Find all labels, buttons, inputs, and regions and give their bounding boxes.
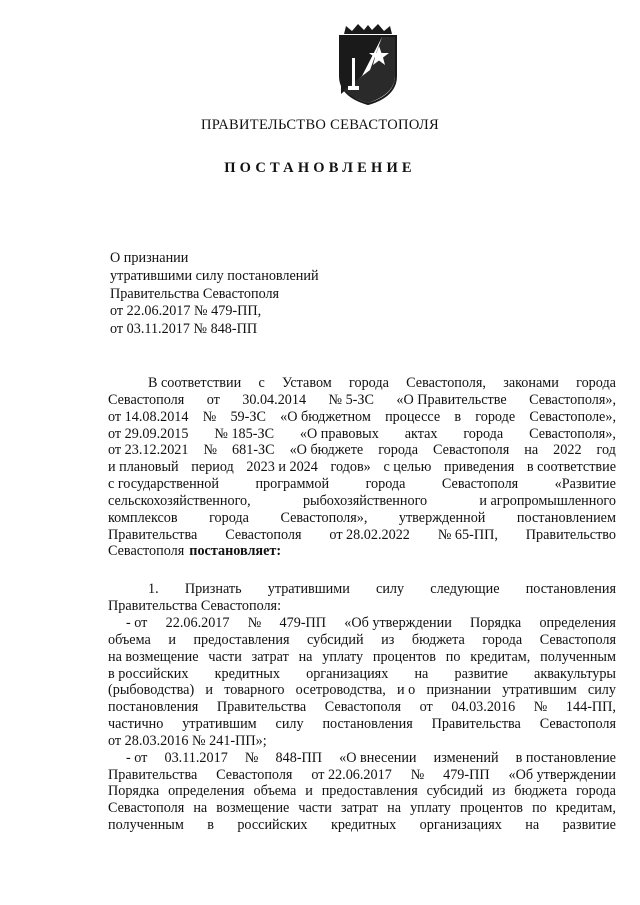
document-body xyxy=(108,375,616,834)
government-name: ПРАВИТЕЛЬСТВО СЕВАСТОПОЛЯ xyxy=(201,117,439,133)
word: год xyxy=(596,442,616,459)
word: кредитам, xyxy=(555,800,616,817)
text-line xyxy=(108,800,616,817)
text-line xyxy=(108,527,616,544)
word: силу xyxy=(275,716,304,733)
text-line xyxy=(108,750,616,767)
word: 144-ПП, xyxy=(565,699,616,716)
word: Правительства xyxy=(216,699,307,716)
word: и о xyxy=(397,682,416,699)
word: Севастополя xyxy=(441,476,519,493)
word: Севастополя xyxy=(108,800,185,817)
preamble-paragraph xyxy=(108,375,616,560)
word: городе xyxy=(475,408,516,425)
word: города xyxy=(365,476,406,493)
word: № xyxy=(203,442,218,459)
word: на xyxy=(193,800,208,817)
word: полученным xyxy=(108,817,184,834)
text-line xyxy=(108,426,616,443)
word: Севастополя xyxy=(433,442,510,459)
text-line-last xyxy=(108,543,616,560)
word: сельскохозяйственного, xyxy=(108,492,251,509)
word: Севастополя xyxy=(539,716,616,733)
word: утратившим xyxy=(502,682,577,699)
text-line xyxy=(108,510,616,527)
word: Севастополя xyxy=(225,526,302,543)
word: определения xyxy=(168,783,245,800)
word: Севастополя xyxy=(324,699,402,716)
word: в постановление xyxy=(515,749,616,766)
text-line xyxy=(108,476,616,493)
word: 22.06.2017 xyxy=(165,614,230,631)
word: города xyxy=(482,631,523,648)
text-line xyxy=(108,392,616,409)
document-type: ПОСТАНОВЛЕНИЕ xyxy=(224,160,416,176)
word: процентов xyxy=(372,648,436,665)
word: изменений xyxy=(433,749,499,766)
word: от 29.09.2015 xyxy=(108,425,189,442)
word: программой xyxy=(255,476,330,493)
word: 30.04.2014 xyxy=(242,391,307,408)
word: силу xyxy=(587,682,616,699)
word: постановления xyxy=(525,581,616,598)
word: от 23.12.2021 xyxy=(108,442,189,459)
word: № xyxy=(202,408,217,425)
word: «Об утверждении xyxy=(344,614,452,631)
word: - от xyxy=(126,749,148,766)
text-line xyxy=(108,615,616,632)
word: затрат xyxy=(340,800,379,817)
word: из xyxy=(492,783,506,800)
word: процессе xyxy=(385,408,441,425)
word: годов» xyxy=(330,459,371,476)
word: Правительства xyxy=(431,716,521,733)
word: утратившим xyxy=(182,716,257,733)
word: части xyxy=(298,800,332,817)
word: по xyxy=(532,800,547,817)
text-line xyxy=(108,459,616,476)
word: затрат xyxy=(251,648,289,665)
word: № 185-ЗС xyxy=(214,425,275,442)
word: в xyxy=(207,817,214,834)
word: кредитных xyxy=(330,817,397,834)
word: Севастополя xyxy=(108,543,185,560)
word: предоставления xyxy=(321,783,418,800)
word: от 28.03.2016 № 241-ПП»; xyxy=(108,732,267,749)
word: кредитных xyxy=(214,665,280,682)
word: и xyxy=(168,631,176,648)
word: с целью xyxy=(383,459,432,476)
word: Севастополя», xyxy=(280,509,368,526)
word: и плановый xyxy=(108,459,179,476)
word: и xyxy=(205,682,213,699)
word: организациях xyxy=(306,665,389,682)
word: «О внесении xyxy=(339,749,417,766)
word: на xyxy=(525,817,540,834)
text-line xyxy=(108,649,616,666)
word: в российских xyxy=(108,665,189,682)
word: объема xyxy=(108,631,151,648)
word: «Развитие xyxy=(554,476,616,493)
item-1-paragraph xyxy=(108,581,616,615)
text-line xyxy=(108,783,616,800)
bold-word: постановляет: xyxy=(189,543,282,560)
word: Севастополя», xyxy=(529,425,616,442)
word: города xyxy=(209,509,249,526)
word: товарного xyxy=(224,682,285,699)
word: объема xyxy=(253,783,297,800)
text-line xyxy=(108,699,616,716)
word: Севастополя, xyxy=(406,375,486,391)
word: предоставления xyxy=(193,631,290,648)
word: утратившими xyxy=(267,581,350,598)
word: полученным xyxy=(540,648,616,665)
title-line: от 22.06.2017 № 479-ПП, xyxy=(110,303,262,320)
word: субсидий xyxy=(307,631,364,648)
word: «О бюджетном xyxy=(280,408,371,425)
word: из xyxy=(381,631,395,648)
word: 59-ЗС xyxy=(230,408,266,425)
text-line xyxy=(108,581,616,598)
word: города xyxy=(349,375,389,391)
word: Правительства xyxy=(108,526,198,543)
word: и агропромышленного xyxy=(479,492,616,509)
word: 2022 xyxy=(553,442,582,459)
word: № xyxy=(247,614,262,631)
text-line xyxy=(108,375,616,392)
word: № xyxy=(410,766,425,783)
word: следующие xyxy=(430,581,500,598)
word: с xyxy=(258,375,265,391)
word: российских xyxy=(237,817,308,834)
word: - от xyxy=(126,614,148,631)
word: Севастополе», xyxy=(529,408,616,425)
word: организациях xyxy=(419,817,502,834)
word: постановления xyxy=(108,699,199,716)
title-line: О признании xyxy=(110,250,189,266)
word: развитие xyxy=(562,817,616,834)
word: 479-ПП xyxy=(443,766,490,783)
word: комплексов xyxy=(108,509,178,526)
word: 2023 и 2024 xyxy=(246,459,318,476)
word: на xyxy=(414,665,429,682)
word: Уставом xyxy=(282,375,332,391)
word: частично xyxy=(108,716,164,733)
word: В соответствии xyxy=(148,375,242,391)
word: на возмещение xyxy=(108,648,199,665)
word: (рыбоводства) xyxy=(108,682,195,699)
text-line xyxy=(108,817,616,834)
word: Правительства xyxy=(108,766,198,783)
document-title xyxy=(110,250,319,339)
text-line xyxy=(108,409,616,426)
word: возмещение xyxy=(216,800,290,817)
text-line xyxy=(108,716,616,733)
word: в соответствие xyxy=(526,459,616,476)
title-line: Правительства Севастополя xyxy=(110,285,280,302)
word: № 65-ПП, xyxy=(437,526,498,543)
word: законами xyxy=(503,375,559,391)
word: 479-ПП xyxy=(279,614,327,631)
word: от xyxy=(206,391,220,408)
word: постановления xyxy=(322,716,413,733)
word: по xyxy=(445,648,461,665)
word: и xyxy=(305,783,313,800)
word: 03.11.2017 xyxy=(164,749,228,766)
word: осетроводства, xyxy=(295,682,386,699)
text-line xyxy=(108,767,616,784)
title-line: от 03.11.2017 № 848-ПП xyxy=(110,321,258,338)
word: города xyxy=(378,442,419,459)
item-1-sub-1 xyxy=(108,615,616,750)
text-line xyxy=(108,682,616,699)
word: субсидий xyxy=(426,783,484,800)
word: от xyxy=(419,699,433,716)
word: № xyxy=(533,699,548,716)
word: 681-ЗС xyxy=(232,442,275,459)
word: Севастополя», xyxy=(529,391,616,408)
word: Порядка xyxy=(470,614,522,631)
coat-crown xyxy=(344,24,392,34)
title-line: утратившими силу постановлений xyxy=(110,267,319,284)
coat-monument xyxy=(352,58,355,88)
word: приведения xyxy=(443,459,515,476)
text-line xyxy=(108,666,616,683)
word: постановлением xyxy=(516,509,616,526)
word: аквакультуры xyxy=(534,665,616,682)
word: № xyxy=(244,749,259,766)
text-line-last xyxy=(108,733,616,750)
word: признании xyxy=(426,682,492,699)
word: от 22.06.2017 xyxy=(311,766,392,783)
word: от 14.08.2014 xyxy=(108,408,189,425)
word: силу xyxy=(376,581,405,598)
word: актах xyxy=(404,425,438,442)
word: процентов xyxy=(459,800,524,817)
word: «О правовых xyxy=(299,425,379,442)
word: Признать xyxy=(184,581,242,598)
word: Севастополя xyxy=(539,631,616,648)
word: города xyxy=(463,425,504,442)
word: «Об утверждении xyxy=(508,766,616,783)
word: уплату xyxy=(322,648,364,665)
text-line-last xyxy=(108,598,616,615)
text-line xyxy=(108,493,616,510)
word: утвержденной xyxy=(398,509,486,526)
word: части xyxy=(208,648,242,665)
word: 04.03.2016 xyxy=(451,699,516,716)
word: на xyxy=(524,442,539,459)
word: бюджета xyxy=(411,631,465,648)
word: на xyxy=(387,800,402,817)
text-line xyxy=(108,632,616,649)
word: кредитам, xyxy=(470,648,531,665)
word: развитие xyxy=(454,665,508,682)
item-1-sub-2 xyxy=(108,750,616,834)
word: уплату xyxy=(410,800,451,817)
word: «О Правительстве xyxy=(396,391,507,408)
word: города xyxy=(576,375,616,391)
word: Севастополя xyxy=(108,391,185,408)
sevastopol-coat-of-arms-emblem xyxy=(332,24,404,106)
word: в xyxy=(454,408,462,425)
word: Правительство xyxy=(525,526,616,543)
word: «О бюджете xyxy=(289,442,364,459)
word: от 28.02.2022 xyxy=(329,526,410,543)
word: Порядка xyxy=(108,783,160,800)
word: Правительства Севастополя: xyxy=(108,598,282,615)
word: 1. xyxy=(148,581,159,598)
word: рыбохозяйственного xyxy=(302,492,428,509)
word: города xyxy=(576,783,616,800)
word: № 5-ЗС xyxy=(328,391,374,408)
text-line xyxy=(108,442,616,459)
word: на xyxy=(298,648,313,665)
word: 848-ПП xyxy=(275,749,323,766)
word: период xyxy=(191,459,234,476)
word: бюджета xyxy=(514,783,568,800)
word: с государственной xyxy=(108,476,219,493)
word: Севастополя xyxy=(216,766,293,783)
word: определения xyxy=(539,614,616,631)
